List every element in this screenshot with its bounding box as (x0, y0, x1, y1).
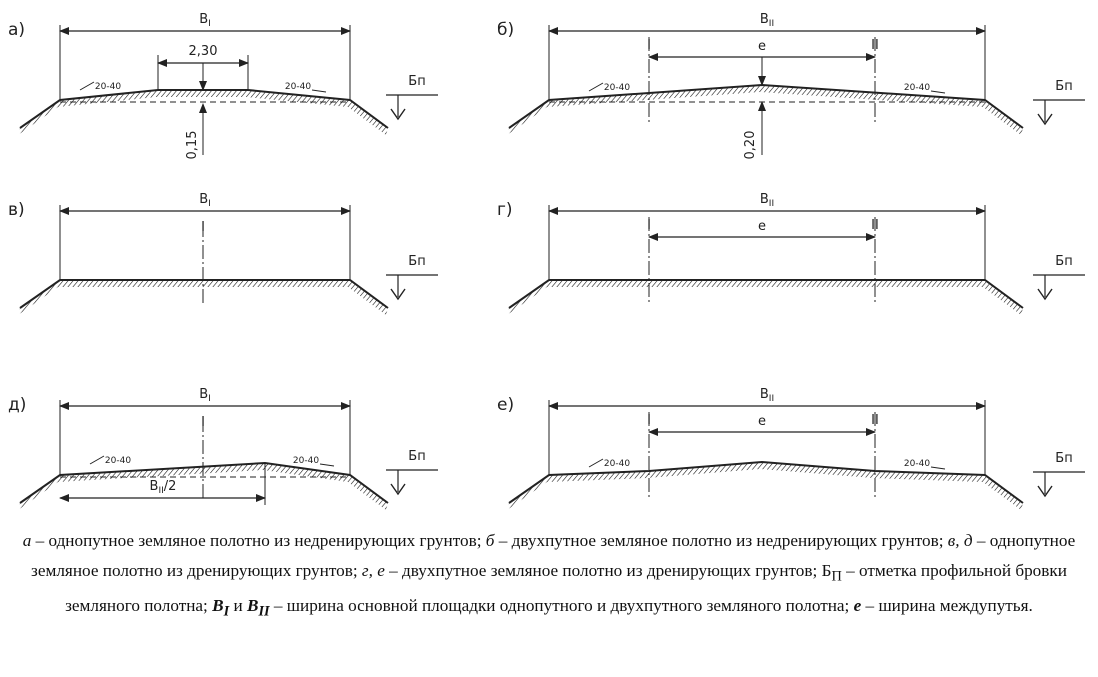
slope-marker (931, 91, 945, 93)
panel-label: в) (8, 200, 25, 220)
panel-label: г) (497, 200, 513, 220)
track-spacing-label: е (758, 39, 766, 54)
slope-label: 20-40 (292, 456, 320, 466)
figure-caption (10, 526, 1088, 627)
caption-ge-text: – двухпутное земляное полотно из дренирующих грунтов; (384, 561, 822, 580)
slope-marker (90, 456, 104, 464)
width-label: $B_{II}$ (759, 192, 775, 209)
track-spacing-label: е (758, 219, 766, 234)
panel-g (497, 192, 1085, 315)
brow-label: Бп (408, 74, 426, 89)
caption-bp-symbol: Б (821, 561, 832, 580)
caption-a-letter: а (22, 531, 32, 550)
panel-label: е) (497, 395, 515, 415)
panel-label: а) (8, 20, 26, 40)
caption-vd-letters: в, д (947, 531, 973, 550)
width-label: $B_{II}$ (759, 387, 775, 404)
axis-center-label: I (201, 415, 205, 430)
brow-label: Бп (1055, 79, 1073, 94)
axis-right-label: II (871, 218, 879, 233)
slope-label: 20-40 (284, 82, 312, 92)
slope-marker (589, 83, 603, 91)
panel-label: б) (497, 20, 515, 40)
axis-left-label: I (647, 218, 651, 233)
axis-left-label: I (647, 38, 651, 53)
slope-label: 20-40 (903, 459, 931, 469)
width-label: $B_I$ (199, 12, 211, 29)
ground-hatch (507, 85, 1023, 135)
slope-label: 20-40 (603, 83, 631, 93)
slope-label: 20-40 (94, 82, 122, 92)
depth-label: 0,15 (185, 130, 200, 160)
depth-label: 0,20 (743, 130, 758, 160)
slope-marker (320, 464, 334, 466)
caption-e-letter: е (853, 596, 862, 616)
panel-v (8, 192, 438, 315)
caption-vd-text: – однопутное земляное полотно из дренирующих грунтов; (31, 531, 1076, 580)
caption-bp-text: – отметка профильной бровки земляного полотна; (65, 561, 1067, 616)
caption-bp-subscript: П (831, 568, 842, 585)
caption-width-text: – ширина основной площадки однопутного и двухпутного земляного полотна; (269, 596, 854, 616)
axis-right-label: II (871, 38, 879, 53)
caption-b-letter: б (485, 531, 495, 550)
slope-marker (589, 459, 603, 467)
panel-a (8, 12, 438, 159)
panel-d (8, 387, 438, 510)
track-spacing-label: е (758, 414, 766, 429)
brow-label: Бп (408, 254, 426, 269)
width-label: $B_I$ (199, 192, 211, 209)
caption-b-text: – двухпутное земляное полотно из недренирующих грунтов; (494, 531, 948, 550)
ground-hatch (507, 280, 1023, 315)
caption-and-text: и (229, 596, 247, 616)
slope-label: 20-40 (903, 83, 931, 93)
slope-marker (931, 467, 945, 469)
brow-label: Бп (1055, 254, 1073, 269)
width-label: $B_{II}$ (759, 12, 775, 29)
half-width-label: $B_{II}/2$ (149, 479, 177, 496)
brow-label: Бп (1055, 451, 1073, 466)
caption-b1-subscript: I (223, 603, 230, 620)
panel-e (497, 387, 1085, 510)
caption-b2-symbol: B (246, 596, 259, 616)
caption-b1-symbol: B (212, 596, 224, 616)
slope-marker (80, 82, 94, 90)
slope-label: 20-40 (104, 456, 132, 466)
slope-label: 20-40 (603, 459, 631, 469)
panel-b (497, 12, 1085, 159)
caption-ge-letters: г, е (361, 561, 385, 580)
axis-center-label: I (201, 220, 205, 235)
panel-label: д) (8, 395, 27, 415)
axis-left-label: I (647, 413, 651, 428)
center-width-label: 2,30 (188, 44, 218, 59)
caption-e-text: – ширина междупутья. (861, 596, 1033, 616)
width-label: $B_I$ (199, 387, 211, 404)
caption-a-text: – однопутное земляное полотно из недренирующих грунтов; (31, 531, 486, 550)
ground-hatch (507, 462, 1023, 510)
brow-label: Бп (408, 449, 426, 464)
slope-marker (312, 90, 326, 92)
axis-right-label: II (871, 413, 879, 428)
caption-b2-subscript: II (258, 603, 270, 620)
